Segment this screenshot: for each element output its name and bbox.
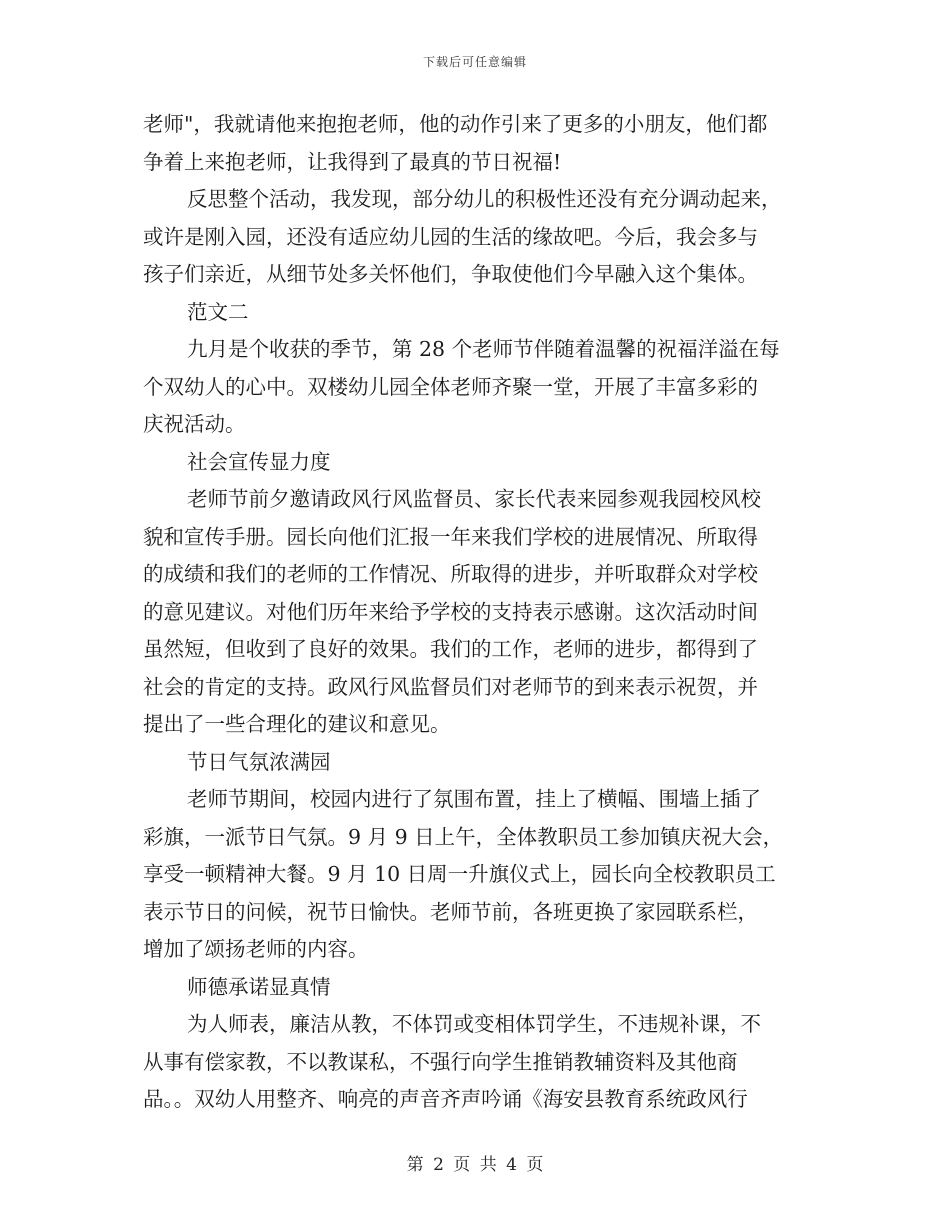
paragraph-start-line: 范文二 — [187, 299, 249, 324]
page-header: 下载后可任意编辑 — [422, 55, 527, 69]
paragraph-start-line: 老师节期间，校园内进行了氛围布置，挂上了横幅、围墙上插了 — [187, 787, 761, 811]
paragraph-start-line: 九月是个收获的季节，第 28 个老师节伴随着温馨的祝福洋溢在每 — [187, 337, 780, 361]
text-line: 老师"，我就请他来抱抱老师，他的动作引来了更多的小朋友，他们都 — [143, 112, 768, 136]
text-line: 庆祝活动。 — [143, 412, 246, 436]
document-body — [143, 106, 813, 1119]
text-line: 提出了一些合理化的建议和意见。 — [143, 712, 451, 736]
paragraph-start-line: 反思整个活动，我发现，部分幼儿的积极性还没有充分调动起来， — [187, 187, 782, 211]
paragraph-start-line: 老师节前夕邀请政风行风监督员、家长代表来园参观我园校风校 — [187, 487, 761, 511]
text-line: 享受一顿精神大餐。9 月 10 日周一升旗仪式上，园长向全校教职员工 — [143, 862, 776, 886]
text-line: 孩子们亲近，从细节处多关怀他们，争取使他们今早融入这个集体。 — [143, 262, 758, 286]
text-line: 或许是刚入园，还没有适应幼儿园的生活的缘故吧。今后，我会多与 — [143, 224, 758, 249]
text-line: 品。。双幼人用整齐、响亮的声音齐声吟诵《海安县教育系统政风行 — [143, 1087, 748, 1111]
text-line: 社会的肯定的支持。政风行风监督员们对老师节的到来表示祝贺，并 — [143, 674, 758, 699]
text-line: 从事有偿家教，不以教谋私，不强行向学生推销教辅资料及其他商 — [143, 1049, 738, 1074]
text-line: 个双幼人的心中。双楼幼儿园全体老师齐聚一堂，开展了丰富多彩的 — [143, 374, 758, 399]
paragraph-start-line: 师德承诺显真情 — [187, 974, 331, 999]
text-line: 虽然短，但收到了良好的效果。我们的工作，老师的进步，都得到了 — [143, 637, 758, 661]
paragraph-start-line: 节日气氛浓满园 — [187, 749, 331, 774]
text-line: 的意见建议。对他们历年来给予学校的支持表示感谢。这次活动时间 — [143, 599, 758, 624]
text-line: 争着上来抱老师，让我得到了最真的节日祝福! — [143, 149, 562, 174]
page-number-footer: 第 2 页 共 4 页 — [406, 1155, 544, 1175]
text-line: 表示节日的问候，祝节日愉快。老师节前，各班更换了家园联系栏， — [143, 899, 758, 924]
text-line: 彩旗，一派节日气氛。9 月 9 日上午，全体教职员工参加镇庆祝大会， — [143, 824, 784, 849]
text-line: 增加了颂扬老师的内容。 — [143, 937, 369, 961]
text-line: 貌和宣传手册。园长向他们汇报一年来我们学校的进展情况、所取得 — [143, 524, 758, 549]
text-line: 的成绩和我们的老师的工作情况、所取得的进步，并听取群众对学校 — [143, 562, 758, 586]
paragraph-start-line: 为人师表，廉洁从教，不体罚或变相体罚学生，不违规补课，不 — [187, 1012, 761, 1036]
paragraph-start-line: 社会宣传显力度 — [187, 449, 331, 474]
